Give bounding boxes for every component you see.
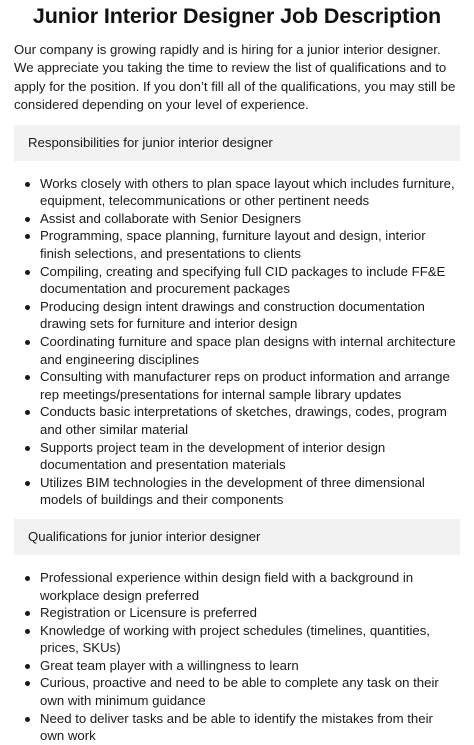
list-item [14, 175, 460, 210]
list-item-text: Registration or Licensure is preferred [40, 605, 257, 621]
list-item-text: Compiling, creating and specifying full CID packages to include FF&E documentation and procurement packages [40, 263, 446, 297]
list-item-text: Need to deliver tasks and be able to identify the mistakes from their own work [40, 710, 433, 744]
page-title: Junior Interior Designer Job Description [32, 4, 442, 28]
qualifications-list [14, 569, 460, 745]
bullet-icon [25, 375, 30, 380]
bullet-icon [25, 270, 30, 275]
bullet-icon [25, 410, 30, 415]
list-item-text: Coordinating furniture and space plan designs with internal architecture and engineering disciplines [40, 333, 456, 367]
bullet-icon [25, 305, 30, 310]
bullet-icon [25, 481, 30, 486]
bullet-icon [25, 717, 30, 722]
list-item [14, 403, 460, 438]
responsibilities-heading: Responsibilities for junior interior designer [28, 135, 273, 151]
bullet-icon [25, 340, 30, 345]
responsibilities-list [14, 175, 460, 509]
bullet-icon [25, 629, 30, 634]
list-item [14, 298, 460, 333]
bullet-icon [25, 446, 30, 451]
list-item [14, 657, 460, 675]
list-item-text: Utilizes BIM technologies in the development of three dimensional models of buildings and their components [40, 474, 425, 508]
list-item-text: Curious, proactive and need to be able to complete any task on their own with minimum guidance [40, 675, 439, 709]
list-item [14, 604, 460, 622]
list-item-text: Knowledge of working with project schedules (timelines, quantities, prices, SKUs) [40, 622, 430, 656]
qualifications-heading: Qualifications for junior interior designer [28, 529, 261, 545]
list-item-text: Great team player with a willingness to learn [40, 657, 299, 673]
list-item [14, 368, 460, 403]
list-item [14, 227, 460, 262]
list-item [14, 333, 460, 368]
bullet-icon [25, 576, 30, 581]
list-item [14, 210, 460, 228]
list-item [14, 474, 460, 509]
bullet-icon [25, 664, 30, 669]
list-item-text: Consulting with manufacturer reps on product information and arrange rep meetings/presentations for internal sample library updates [40, 369, 450, 402]
list-item-text: Supports project team in the development of interior design documentation and presentation materials [40, 439, 386, 473]
qualifications-header [14, 519, 460, 555]
list-item-text: Works closely with others to plan space layout which includes furniture, equipment, telecommunications or other pertinent needs [40, 175, 455, 209]
bullet-icon [25, 182, 30, 187]
list-item-text: Professional experience within design field with a background in workplace design preferred [40, 569, 414, 603]
bullet-icon [25, 681, 30, 686]
list-item-text: Conducts basic interpretations of sketches, drawings, codes, program and other similar material [40, 404, 447, 437]
bullet-icon [25, 217, 30, 222]
list-item [14, 439, 460, 474]
list-item [14, 710, 460, 745]
bullet-icon [25, 611, 30, 616]
list-item-text: Programming, space planning, furniture layout and design, interior finish selections, and presentations to clients [40, 228, 426, 261]
list-item-text: Producing design intent drawings and construction documentation drawing sets for furniture and interior design [40, 298, 425, 332]
list-item [14, 622, 460, 657]
responsibilities-header [14, 125, 460, 161]
list-item-text: Assist and collaborate with Senior Designers [40, 210, 301, 226]
bullet-icon [25, 234, 30, 239]
list-item [14, 569, 460, 604]
list-item [14, 674, 460, 709]
intro-paragraph: Our company is growing rapidly and is hiring for a junior interior designer. We appreciate you taking the time to review the list of qualifications and to apply for the position. If you don’t fill all of the qualifications, you may still be considered depending on your level of experience. [14, 42, 456, 113]
list-item [14, 263, 460, 298]
